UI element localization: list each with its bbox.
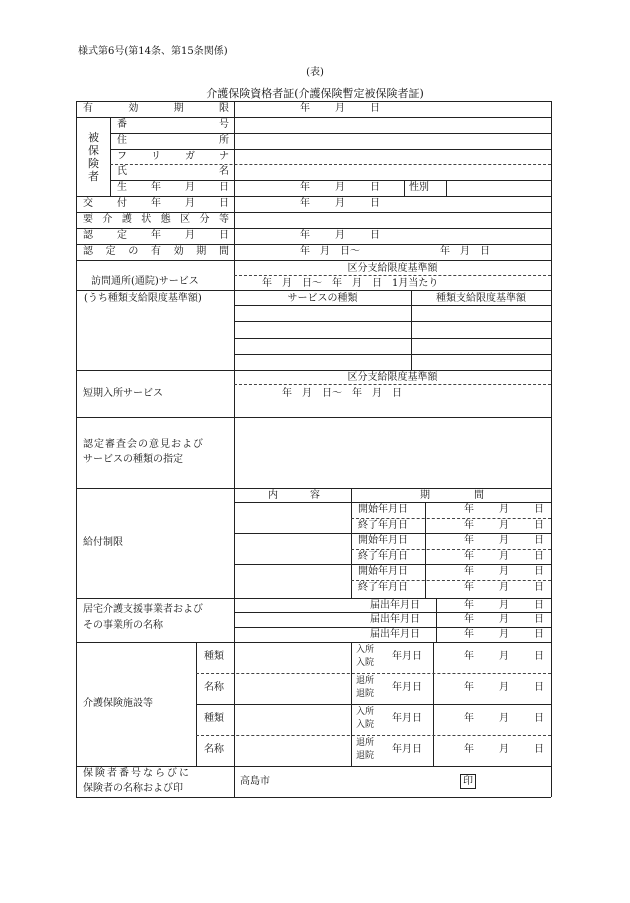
form-side: (表) xyxy=(306,67,324,78)
short-period: 年 月 日～ 年 月 日 xyxy=(282,388,402,399)
insured-name-label: 氏 名 xyxy=(117,166,229,177)
notify-label: 届出年月日 xyxy=(370,614,420,625)
start-date-1: 年 月 日 xyxy=(464,504,544,515)
end-date-1: 年 月 日 xyxy=(464,520,544,531)
insured-number-label: 番 号 xyxy=(117,119,229,130)
short-limit-header: 区分支給限度基準額 xyxy=(347,372,438,383)
service-type-header: サービスの種類 xyxy=(287,293,358,304)
type-limit-header: 種類支給限度基準額 xyxy=(436,293,526,304)
end-date-2: 年 月 日 xyxy=(464,551,544,562)
end-date-label: 終了年月日 xyxy=(358,551,408,562)
admit-ymd-2: 年月日 xyxy=(392,713,422,724)
validity-date: 年 月 日 xyxy=(300,103,380,114)
notify-label: 届出年月日 xyxy=(370,600,420,611)
end-date-3: 年 月 日 xyxy=(464,582,544,593)
insured-birth-label: 生 年 月 日 xyxy=(117,182,229,193)
insured-address-label: 住 所 xyxy=(117,135,229,146)
leave-date-2: 年 月 日 xyxy=(464,744,544,755)
start-date-3: 年 月 日 xyxy=(464,566,544,577)
benefit-limit-label: 給付制限 xyxy=(83,537,123,548)
content-header: 内 容 xyxy=(268,490,320,501)
cert-date: 年 月 日 xyxy=(300,230,380,241)
facility-name-label: 名称 xyxy=(204,744,224,755)
home-period: 年 月 日～ 年 月 日 1月当たり xyxy=(262,278,439,289)
admit-label-2: 入所 入院 xyxy=(356,707,375,730)
opinion-line2: サービスの種類の指定 xyxy=(83,454,183,465)
leave-ymd-1: 年月日 xyxy=(392,682,422,693)
insurer-line2: 保険者の名称および印 xyxy=(83,783,183,794)
insurer-name: 高島市 xyxy=(240,776,270,787)
admit-ymd-1: 年月日 xyxy=(392,651,422,662)
insured-side-label: 被保険者 xyxy=(88,131,99,183)
admit-label-1: 入所 入院 xyxy=(356,645,375,668)
insured-furigana-label: フ リ ガ ナ xyxy=(117,151,229,162)
issue-date: 年 月 日 xyxy=(300,198,380,209)
insurer-line1: 保険者番号ならびに xyxy=(83,768,191,779)
end-date-label: 終了年月日 xyxy=(358,582,408,593)
validity-label: 有 効 期 限 xyxy=(83,103,229,114)
cert-date-label: 認 定 年 月 日 xyxy=(83,230,229,241)
facility-name-label: 名称 xyxy=(204,682,224,693)
cert-period-from: 年 月 日～ xyxy=(300,246,360,257)
cert-period-label: 認 定 の 有 効 期 間 xyxy=(83,246,229,257)
insured-birth-date: 年 月 日 xyxy=(300,182,380,193)
facility-type-label: 種類 xyxy=(204,713,224,724)
end-date-label: 終了年月日 xyxy=(358,520,408,531)
page-title: 介護保険資格者証(介護保険暫定被保険者証) xyxy=(206,87,424,100)
care-level-label: 要 介 護 状 態 区 分 等 xyxy=(83,214,229,225)
care-support-line2: その事業所の名称 xyxy=(83,620,163,631)
form-number: 様式第6号(第14条、第15条関係) xyxy=(78,46,228,57)
start-date-label: 開始年月日 xyxy=(358,504,408,515)
cert-period-to: 年 月 日 xyxy=(440,246,490,257)
notify-label: 届出年月日 xyxy=(370,629,420,640)
admit-date-2: 年 月 日 xyxy=(464,713,544,724)
care-support-line1: 居宅介護支援事業者および xyxy=(83,604,203,615)
admit-date-1: 年 月 日 xyxy=(464,651,544,662)
start-date-2: 年 月 日 xyxy=(464,535,544,546)
leave-ymd-2: 年月日 xyxy=(392,744,422,755)
leave-label-2: 退所 退院 xyxy=(356,738,375,761)
notify-date-2: 年 月 日 xyxy=(464,614,544,625)
start-date-label: 開始年月日 xyxy=(358,566,408,577)
notify-date-1: 年 月 日 xyxy=(464,600,544,611)
start-date-label: 開始年月日 xyxy=(358,535,408,546)
facility-label: 介護保険施設等 xyxy=(83,698,153,709)
leave-date-1: 年 月 日 xyxy=(464,682,544,693)
short-stay-label: 短期入所サービス xyxy=(83,388,163,399)
opinion-line1: 認定審査会の意見および xyxy=(83,439,204,450)
home-service-sub-label: (うち種類支給限度基準額) xyxy=(84,293,202,304)
insured-sex-label: 性別 xyxy=(409,182,429,193)
facility-type-label: 種類 xyxy=(204,651,224,662)
insurer-seal: 印 xyxy=(460,774,476,789)
home-limit-header: 区分支給限度基準額 xyxy=(347,263,438,274)
period-header: 期 間 xyxy=(420,490,484,501)
notify-date-3: 年 月 日 xyxy=(464,629,544,640)
issue-label: 交 付 年 月 日 xyxy=(83,198,229,209)
home-service-label: 訪問通所(通院)サービス xyxy=(91,276,199,287)
leave-label-1: 退所 退院 xyxy=(356,676,375,699)
